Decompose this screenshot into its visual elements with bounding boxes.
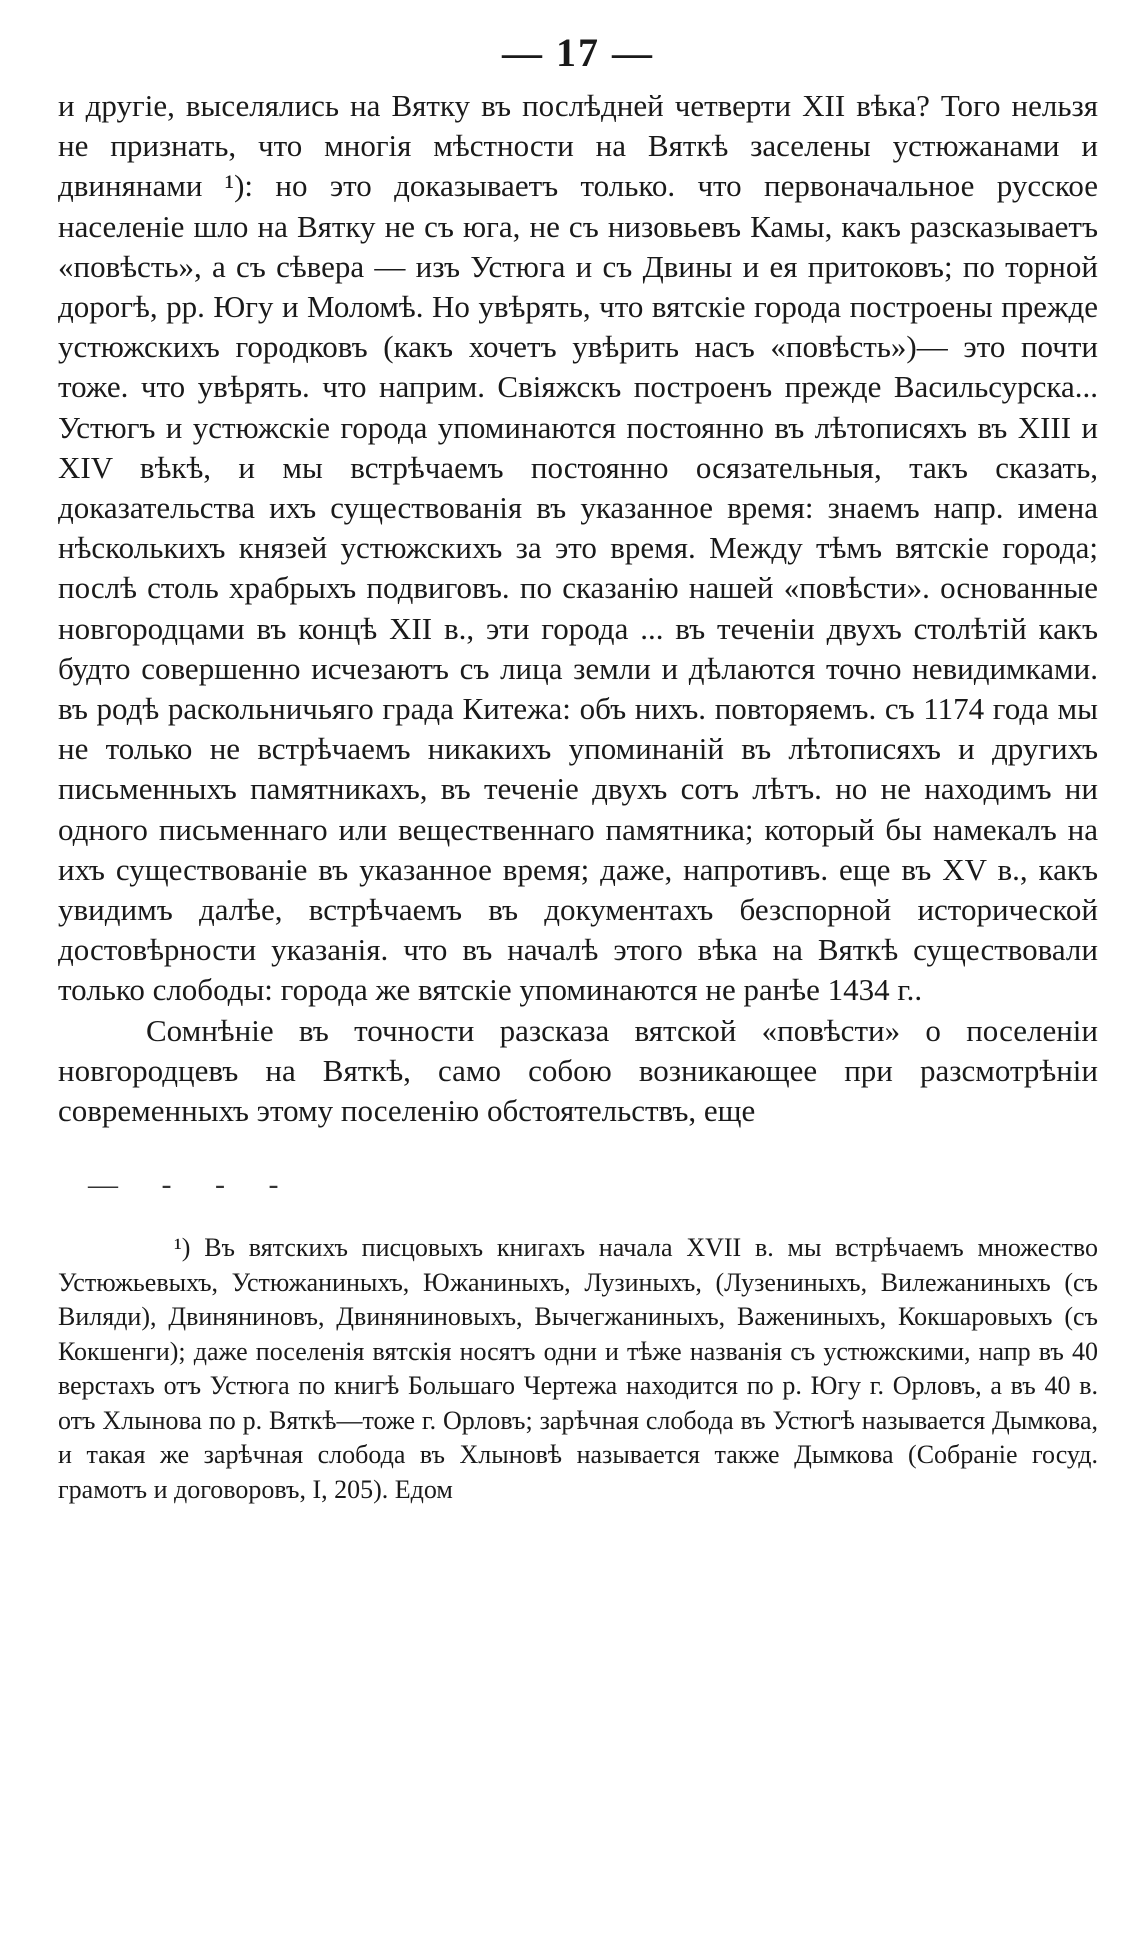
footnote-separator: — - - -: [88, 1168, 297, 1202]
document-page: [58, 20, 1098, 1507]
footnotes: [58, 1231, 1098, 1507]
main-text: [58, 86, 1098, 1131]
footnote-1: ¹) Въ вятскихъ писцовыхъ книгахъ начала XVII в. мы встрѣчаемъ множество Устюжьевыхъ, Устюжаниныхъ, Южаниныхъ, Лузиныхъ, (Лузениныхъ, Вилежаниныхъ (съ Виляди), Двиняниновъ, Двиняниновыхъ, Вычегжаниныхъ, Важениныхъ, Кокшаровыхъ (съ Кокшенги); даже поселенія вятскія носятъ одни и тѣже названія съ устюжскими, напр въ 40 верстахъ отъ Устюга по книгѣ Большаго Чертежа находится по р. Югу г. Орловъ, а въ 40 в. отъ Хлынова по р. Вяткѣ—тоже г. Орловъ; зарѣчная слобода въ Устюгѣ называется Дымкова, и такая же зарѣчная слобода въ Хлыновѣ называется также Дымкова (Собраніе госуд. грамотъ и договоровъ, I, 205). Едом: [58, 1233, 1098, 1504]
paragraph-2: Сомнѣніе въ точности разсказа вятской «повѣсти» о поселеніи новгородцевъ на Вяткѣ, само собою возникающее при разсмотрѣніи современныхъ этому поселенію обстоятельствъ, еще: [58, 1012, 1098, 1129]
paragraph-1: и другіе, выселялись на Вятку въ послѣдней четверти XII вѣка? Того нельзя не признать, что многія мѣстности на Вяткѣ заселены устюжанами и двинянами ¹): но это доказываетъ только. что первоначальное русское населеніе шло на Вятку не съ юга, не съ низовьевъ Камы, какъ разсказываетъ «повѣсть», а съ сѣвера — изъ Устюга и съ Двины и ея притоковъ; по торной дорогѣ, рр. Югу и Моломѣ. Но увѣрять, что вятскіе города построены прежде устюжскихъ городковъ (какъ хочетъ увѣрить насъ «повѣсть»)— это почти тоже. что увѣрять. что наприм. Свіяжскъ построенъ прежде Васильсурска... Устюгъ и устюжскіе города упоминаются постоянно въ лѣтописяхъ въ XIII и XIV вѣкѣ, и мы встрѣчаемъ постоянно осязательныя, такъ сказать, доказательства ихъ существованія въ указанное время: знаемъ напр. имена нѣсколькихъ князей устюжскихъ за это время. Между тѣмъ вятскіе города; послѣ столь храбрыхъ подвиговъ. по сказанію нашей «повѣсти». основанные новгородцами въ концѣ XII в., эти города ... въ теченіи двухъ столѣтій какъ будто совершенно исчезаютъ съ лица земли и дѣлаются точно невидимками. въ родѣ раскольничьяго града Китежа: объ нихъ. повторяемъ. съ 1174 года мы не только не встрѣчаемъ никакихъ упоминаній въ лѣтописяхъ и другихъ письменныхъ памятникахъ, въ теченіе двухъ сотъ лѣтъ. но не находимъ ни одного письменнаго или вещественнаго памятника; который бы намекалъ на ихъ существованіе въ указанное время; даже, напротивъ. еще въ XV в., какъ увидимъ далѣе, встрѣчаемъ въ документахъ безспорной исторической достовѣрности указанія. что въ началѣ этого вѣка на Вяткѣ существовали только слободы: города же вятскіе упоминаются не ранѣе 1434 г..: [58, 88, 1098, 1008]
page-number: — 17 —: [502, 30, 654, 75]
